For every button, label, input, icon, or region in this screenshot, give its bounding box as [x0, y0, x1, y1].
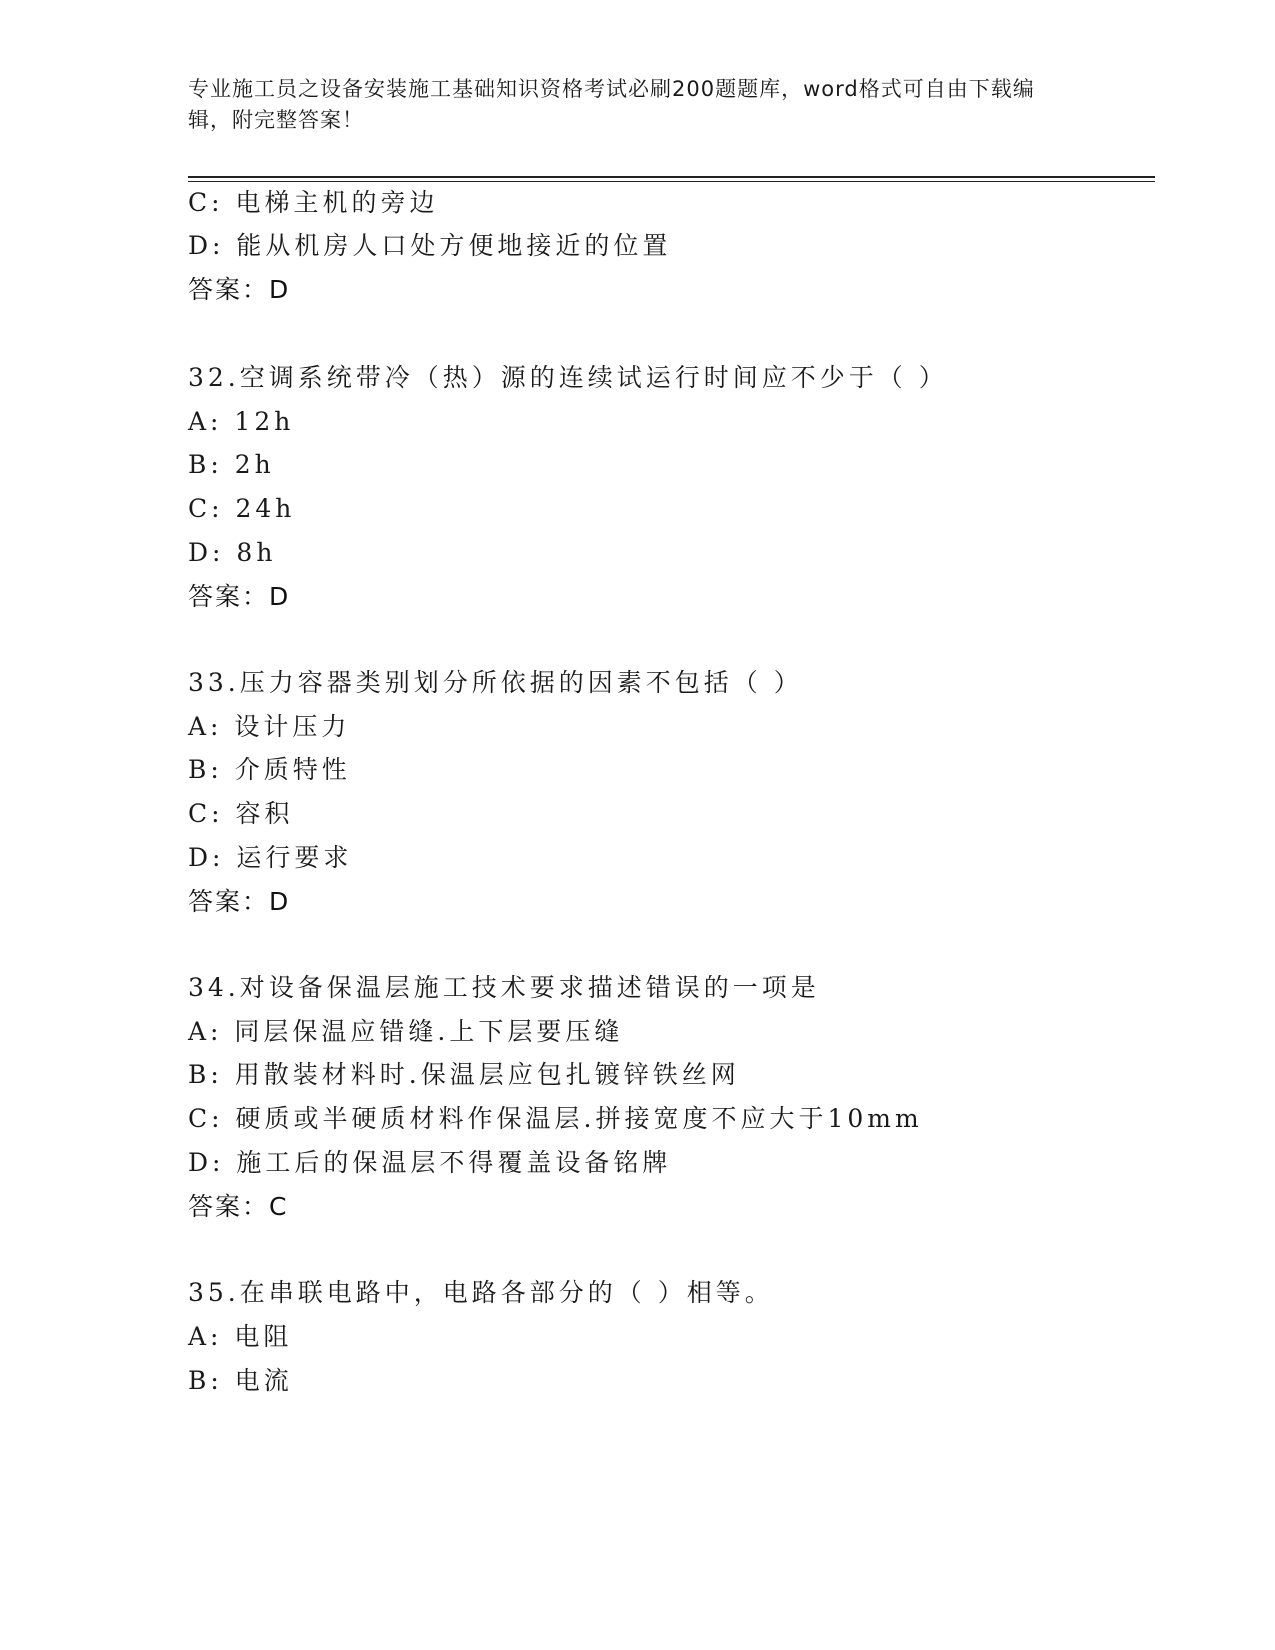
prev-answer: 答案：D	[188, 275, 291, 304]
header-divider-thick	[188, 176, 1155, 178]
question-35-option-a: A: 电阻	[188, 1322, 293, 1351]
question-32-stem: 32.空调系统带冷（热）源的连续试运行时间应不少于（ ）	[188, 363, 948, 392]
question-35-option-b: B: 电流	[188, 1366, 293, 1395]
question-34-stem: 34.对设备保温层施工技术要求描述错误的一项是	[188, 973, 820, 1002]
question-32-option-d: D: 8h	[188, 538, 277, 567]
question-33-option-a: A: 设计压力	[188, 712, 351, 741]
question-34-option-c: C: 硬质或半硬质材料作保温层.拼接宽度不应大于10mm	[188, 1104, 923, 1133]
question-32-option-c: C: 24h	[188, 494, 296, 523]
question-34-answer: 答案：C	[188, 1192, 289, 1221]
document-header: 专业施工员之设备安装施工基础知识资格考试必刷200题题库，word格式可自由下载编辑，附完整答案！	[188, 77, 1035, 132]
question-33-answer: 答案：D	[188, 887, 291, 916]
question-32-option-a: A: 12h	[188, 407, 295, 436]
prev-option-d: D: 能从机房人口处方便地接近的位置	[188, 231, 672, 260]
question-34-option-d: D: 施工后的保温层不得覆盖设备铭牌	[188, 1148, 672, 1177]
question-34-option-b: B: 用散装材料时.保温层应包扎镀锌铁丝网	[188, 1060, 740, 1089]
question-32-answer: 答案：D	[188, 582, 291, 611]
question-33-option-c: C: 容积	[188, 799, 294, 828]
question-32-option-b: B: 2h	[188, 450, 275, 479]
question-34-option-a: A: 同层保温应错缝.上下层要压缝	[188, 1017, 624, 1046]
question-33-stem: 33.压力容器类别划分所依据的因素不包括（ ）	[188, 668, 803, 697]
question-35-stem: 35.在串联电路中，电路各部分的（ ）相等。	[188, 1278, 774, 1307]
question-33-option-b: B: 介质特性	[188, 755, 351, 784]
header-divider-thin	[188, 181, 1155, 182]
prev-option-c: C: 电梯主机的旁边	[188, 188, 439, 217]
question-33-option-d: D: 运行要求	[188, 843, 353, 872]
